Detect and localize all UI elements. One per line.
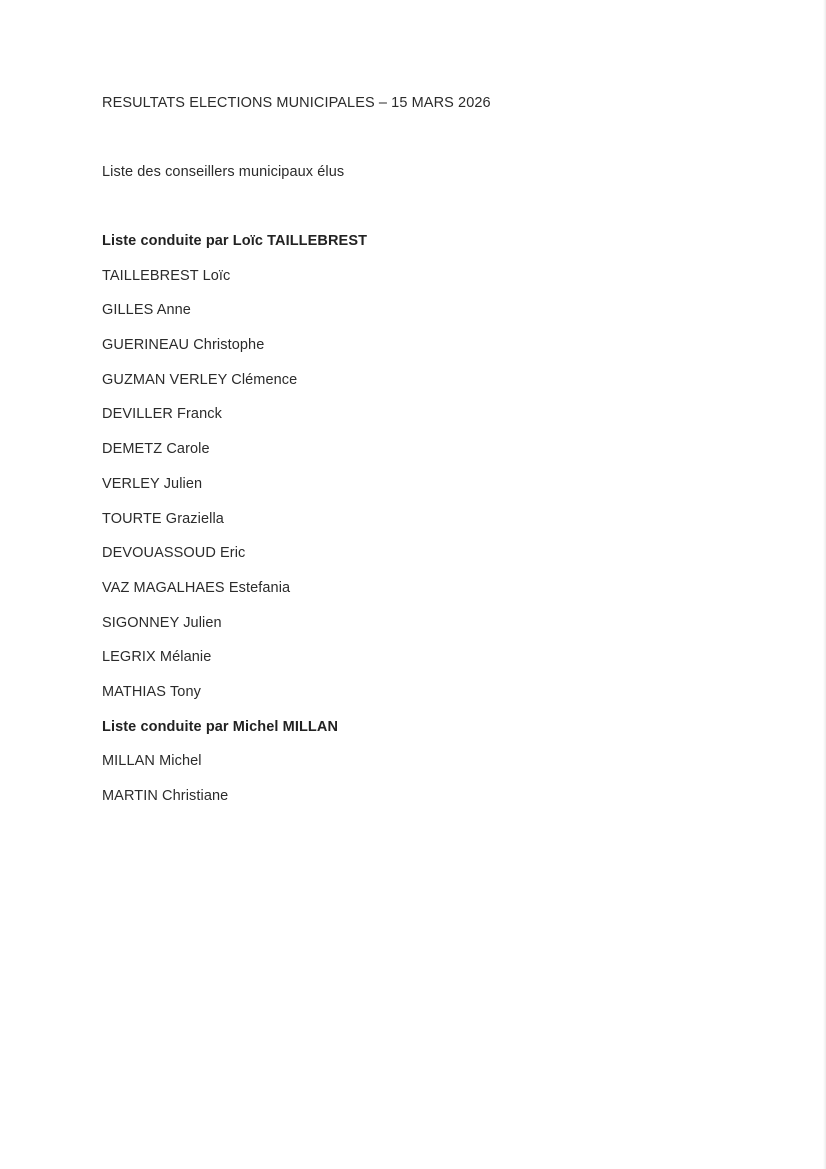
document-content [102, 93, 782, 821]
list-item: LEGRIX Mélanie [102, 649, 212, 666]
list-item: SIGONNEY Julien [102, 614, 222, 631]
list-item: GUERINEAU Christophe [102, 337, 265, 354]
list-item: DEVILLER Franck [102, 406, 222, 423]
member-list [102, 266, 782, 717]
list-group-taillebrest [102, 231, 782, 717]
list-item: DEMETZ Carole [102, 441, 210, 458]
list-item: MATHIAS Tony [102, 683, 201, 700]
list-group-millan [102, 717, 782, 821]
list-item: TAILLEBREST Loïc [102, 267, 231, 284]
list-item: VERLEY Julien [102, 475, 203, 492]
candidate-lists [102, 231, 782, 821]
member-list [102, 751, 782, 820]
list-item: VAZ MAGALHAES Estefania [102, 579, 291, 596]
document-title: RESULTATS ELECTIONS MUNICIPALES – 15 MARS 2026 [102, 95, 491, 111]
list-item: MILLAN Michel [102, 753, 202, 770]
list-item: GUZMAN VERLEY Clémence [102, 371, 298, 388]
list-item: GILLES Anne [102, 302, 191, 319]
document-subtitle: Liste des conseillers municipaux élus [102, 164, 345, 180]
list-heading: Liste conduite par Michel MILLAN [102, 718, 339, 735]
list-item: TOURTE Graziella [102, 510, 224, 527]
list-item: MARTIN Christiane [102, 788, 229, 804]
list-heading: Liste conduite par Loïc TAILLEBREST [102, 233, 368, 249]
list-item: DEVOUASSOUD Eric [102, 545, 246, 562]
